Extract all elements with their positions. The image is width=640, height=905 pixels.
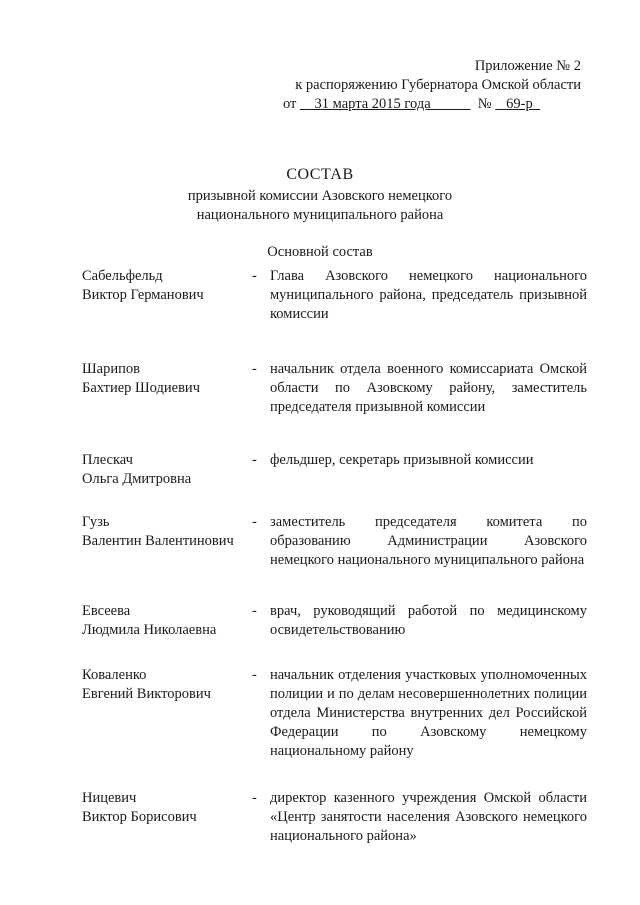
- document-subtitle: [0, 187, 640, 225]
- subtitle-line-2: национального муниципального района: [196, 207, 444, 223]
- member-dash: -: [252, 603, 257, 619]
- member-row: [82, 789, 587, 846]
- member-name: [82, 789, 252, 846]
- member-role: начальник отделения участковых уполномоченных полиции и по делам несовершеннолетних полиции отдела Министерства внутренних дел Российской Федерации по Азовскому немецкому национальному району: [270, 667, 587, 759]
- member-given-name: Валентин Валентинович: [82, 533, 234, 549]
- member-surname: Шарипов: [82, 361, 140, 377]
- member-given-name: Бахтиер Шодиевич: [82, 380, 200, 396]
- annex-from-label: от: [283, 96, 297, 112]
- member-name: [82, 602, 252, 640]
- annex-number: 69-р: [506, 96, 533, 112]
- member-surname: Плескач: [82, 452, 133, 468]
- member-surname: Ницевич: [82, 790, 137, 806]
- member-row: [82, 451, 587, 489]
- member-surname: Сабельфельд: [82, 268, 163, 284]
- member-role: Глава Азовского немецкого национального муниципального района, председатель призывной комиссии: [270, 268, 587, 322]
- member-name: [82, 360, 252, 417]
- member-role: заместитель председателя комитета по образованию Администрации Азовского немецкого национального муниципального района: [270, 514, 587, 568]
- subtitle-line-1: призывной комиссии Азовского немецкого: [187, 188, 453, 204]
- members-list: [82, 267, 587, 846]
- member-given-name: Виктор Борисович: [82, 809, 197, 825]
- section-title: Основной состав: [267, 244, 373, 260]
- member-role: врач, руководящий работой по медицинскому освидетельствованию: [270, 603, 587, 638]
- member-given-name: Евгений Викторович: [82, 686, 211, 702]
- annex-order-ref: к распоряжению Губернатора Омской области: [295, 77, 581, 93]
- member-name: [82, 666, 252, 761]
- member-dash: -: [252, 452, 257, 468]
- member-role: начальник отдела военного комиссариата Омской области по Азовскому району, заместитель председателя призывной комиссии: [270, 361, 587, 415]
- member-name: [82, 513, 252, 570]
- member-given-name: Людмила Николаевна: [82, 622, 217, 638]
- document-heading: [0, 165, 640, 262]
- member-name: [82, 267, 252, 324]
- member-given-name: Ольга Дмитровна: [82, 471, 192, 487]
- annex-title: Приложение № 2: [474, 58, 581, 74]
- member-given-name: Виктор Германович: [82, 287, 204, 303]
- member-row: [82, 602, 587, 640]
- member-role: директор казенного учреждения Омской области «Центр занятости населения Азовского немецкого национального района»: [270, 790, 587, 844]
- annex-date: 31 марта 2015 года: [314, 96, 431, 112]
- member-role: фельдшер, секретарь призывной комиссии: [270, 452, 534, 468]
- annex-block: [271, 57, 581, 114]
- member-dash: -: [252, 514, 257, 530]
- annex-date-line: [271, 95, 581, 114]
- member-surname: Евсеева: [82, 603, 131, 619]
- member-dash: -: [252, 667, 257, 683]
- member-surname: Коваленко: [82, 667, 147, 683]
- document-title: СОСТАВ: [286, 166, 354, 183]
- member-surname: Гузь: [82, 514, 110, 530]
- member-name: [82, 451, 252, 489]
- member-dash: -: [252, 268, 257, 284]
- member-row: [82, 360, 587, 417]
- annex-number-label: №: [477, 96, 492, 112]
- member-dash: -: [252, 361, 257, 377]
- member-row: [82, 666, 587, 761]
- member-row: [82, 267, 587, 324]
- member-row: [82, 513, 587, 570]
- member-dash: -: [252, 790, 257, 806]
